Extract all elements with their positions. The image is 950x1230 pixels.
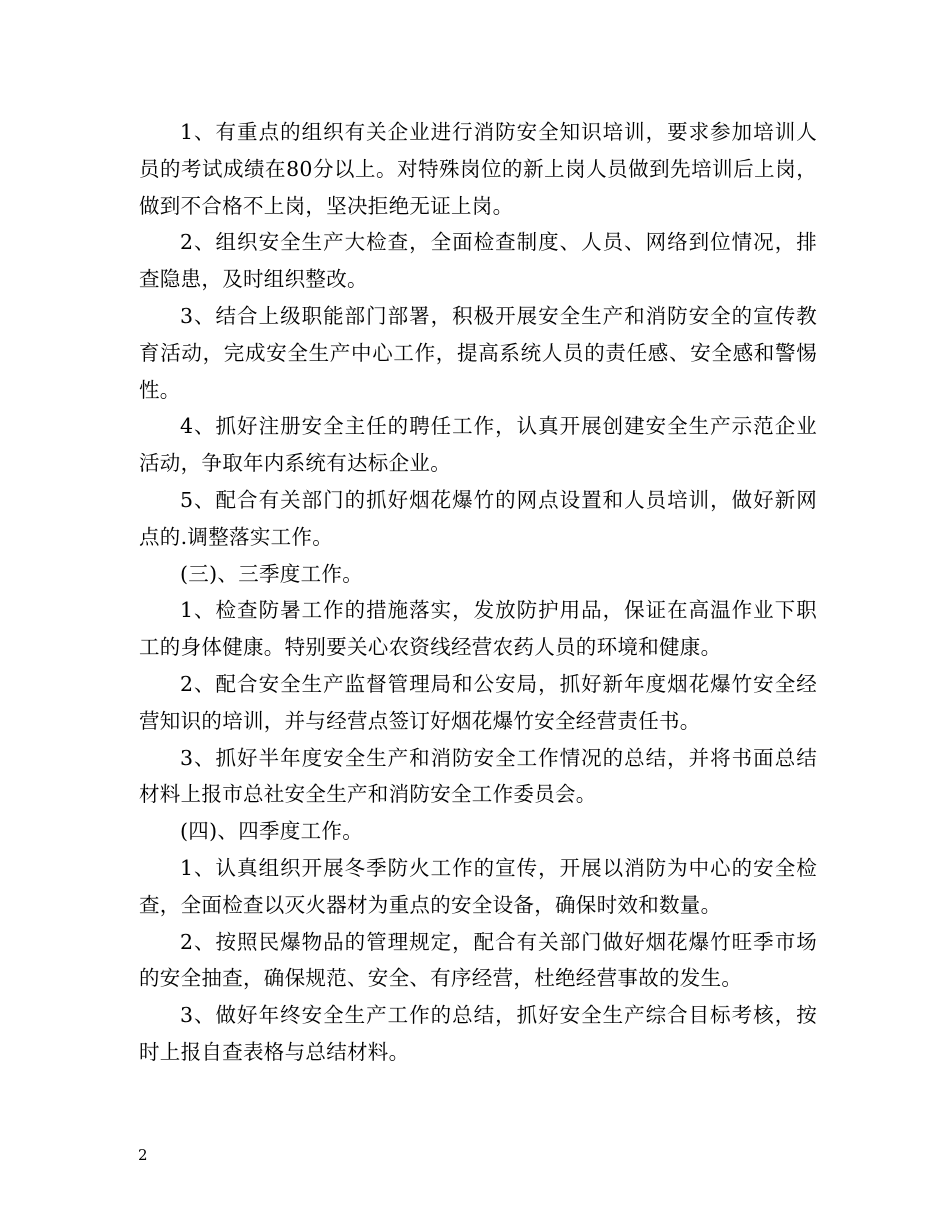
- paragraph-fireworks-outlets: 5、配合有关部门的抓好烟花爆竹的网点设置和人员培训，做好新网点的.调整落实工作。: [139, 487, 817, 549]
- page-number: 2: [138, 1146, 148, 1164]
- section-heading-q4: (四)、四季度工作。: [180, 819, 363, 844]
- paragraph-safety-inspection: 2、组织安全生产大检查，全面检查制度、人员、网络到位情况，排查隐患，及时组织整改。: [139, 230, 817, 292]
- section-heading-q3: (三)、三季度工作。: [180, 561, 363, 586]
- paragraph-safety-director: 4、抓好注册安全主任的聘任工作，认真开展创建安全生产示范企业活动，争取年内系统有达标企业。: [139, 414, 817, 476]
- paragraph-publicity-education: 3、结合上级职能部门部署，积极开展安全生产和消防安全的宣传教育活动，完成安全生产中心工作，提高系统人员的责任感、安全感和警惕性。: [139, 303, 817, 402]
- paragraph-fire-training: 1、有重点的组织有关企业进行消防安全知识培训，要求参加培训人员的考试成绩在80分以上。对特殊岗位的新上岗人员做到先培训后上岗，做到不合格不上岗，坚决拒绝无证上岗。: [139, 120, 817, 218]
- paragraph-year-end-summary: 3、做好年终安全生产工作的总结，抓好安全生产综合目标考核，按时上报自查表格与总结材料。: [139, 1003, 817, 1064]
- paragraph-half-year-summary: 3、抓好半年度安全生产和消防安全工作情况的总结，并将书面总结材料上报市总社安全生产和消防安全工作委员会。: [139, 745, 817, 807]
- document-body: [139, 114, 817, 1071]
- paragraph-explosives-inspection: 2、按照民爆物品的管理规定，配合有关部门做好烟花爆竹旺季市场的安全抽查，确保规范、安全、有序经营，杜绝经营事故的发生。: [139, 929, 817, 991]
- paragraph-fireworks-training: 2、配合安全生产监督管理局和公安局，抓好新年度烟花爆竹安全经营知识的培训，并与经营点签订好烟花爆竹安全经营责任书。: [139, 671, 817, 733]
- paragraph-heatstroke-prevention: 1、检查防暑工作的措施落实，发放防护用品，保证在高温作业下职工的身体健康。特别要关心农资线经营农药人员的环境和健康。: [139, 598, 817, 660]
- paragraph-winter-fire-prevention: 1、认真组织开展冬季防火工作的宣传，开展以消防为中心的安全检查，全面检查以灭火器材为重点的安全设备，确保时效和数量。: [139, 855, 817, 917]
